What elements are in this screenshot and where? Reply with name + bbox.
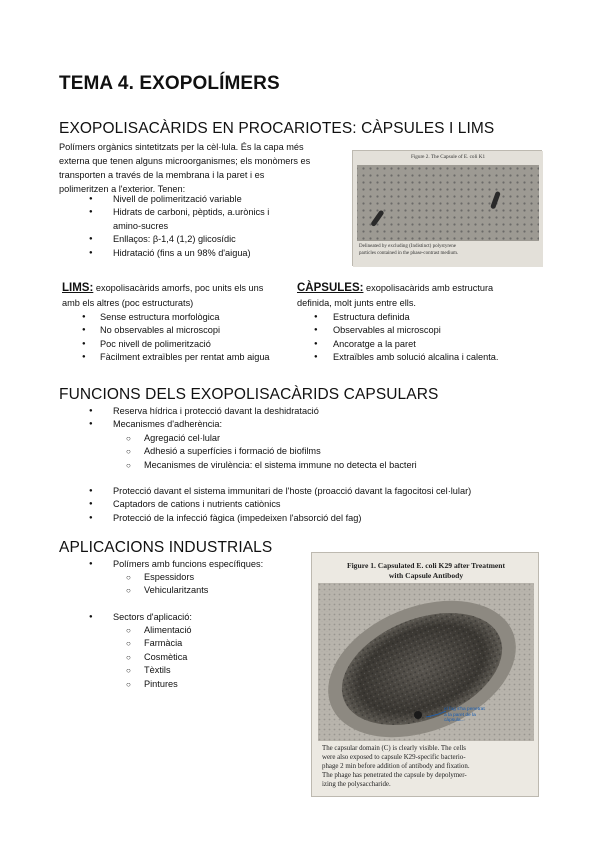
list-item: ○ Alimentació (59, 624, 309, 637)
aplicacions-sublist-2 (59, 624, 309, 691)
figure-caption-top: Figure 2. The Capsule of E. coli K1 (410, 154, 486, 160)
list-item: ● Polímers amb funcions específiques: (59, 558, 309, 571)
handwritten-annotation: el fag s'ha penetrat a la paret de la càpsula... (444, 707, 485, 724)
aplicacions-list-2 (59, 611, 309, 624)
page-title: TEMA 4. EXOPOLÍMERS (59, 73, 280, 94)
list-item: ○ Espessidors (59, 571, 309, 584)
aplicacions-list-1 (59, 558, 309, 571)
figure-ecoli-k29 (311, 552, 539, 797)
funcions-list-a (59, 405, 539, 432)
list-item: ● Poc nivell de polimerització (62, 338, 302, 351)
section-heading-funcions: FUNCIONS DELS EXOPOLISACÀRIDS CAPSULARS (59, 386, 439, 403)
list-item: ● Enllaços: β-1,4 (1,2) glicosídic (59, 233, 349, 246)
list-item-continuation: amino-sucres (113, 220, 169, 231)
list-item: ○ Tèxtils (59, 664, 309, 677)
list-item: ● Sectors d'aplicació: (59, 611, 309, 624)
list-item: ○ Farmàcia (59, 637, 309, 650)
aplicacions-sublist-1 (59, 571, 309, 598)
list-item: ● Extraïbles amb solució alcalina i calenta. (297, 351, 547, 364)
list-item: ○ Mecanismes de virulència: el sistema immune no detecta el bacteri (59, 459, 539, 472)
section-heading-aplicacions: APLICACIONS INDUSTRIALS (59, 539, 273, 556)
properties-list (59, 193, 349, 260)
list-item: ○ Adhesió a superfícies i formació de biofilms (59, 445, 539, 458)
list-item: ● Captadors de cations i nutrients catiònics (59, 498, 549, 511)
lims-definition: LIMS: exopolisacàrids amorfs, poc units els uns amb els altres (poc estructurats) (62, 282, 264, 308)
list-item: ● No observables al microscopi (62, 324, 302, 337)
list-item: ● Nivell de polimerització variable (59, 193, 349, 206)
list-item: ● Reserva hídrica i protecció davant la deshidratació (59, 405, 539, 418)
list-item: ● Observables al microscopi (297, 324, 547, 337)
figure-caption-bottom: The capsular domain (C) is clearly visible. The cells were also exposed to capsule K29-specific bacterio- phage 2 min before addition of antibody and fixation. The phage has penetrated the capsule by depolymer- izing the polysaccharide. (322, 745, 470, 788)
list-item: ● Sense estructura morfològica (62, 311, 302, 324)
lims-list (62, 311, 302, 365)
list-item: ● Hidratació (fins a un 98% d'aigua) (59, 247, 349, 260)
adherencia-sublist (59, 432, 539, 472)
intro-paragraph: Polímers orgànics sintetitzats per la cèl·lula. És la capa més externa que tenen alguns microorganismes; els monòmers es transporten a través de la membrana i la paret i es polimeritzen a l'exterior. Tenen: (59, 142, 311, 194)
figure-caption-top: Figure 1. Capsulated E. coli K29 after Treatment with Capsule Antibody (346, 561, 506, 580)
capsules-label: CÀPSULES: (297, 282, 364, 294)
list-item: ● Protecció de la infecció fàgica (impedeixen l'absorció del fag) (59, 512, 549, 525)
list-item: ● Protecció davant el sistema immunitari de l'hoste (proacció davant la fagocitosi cel·lular) (59, 485, 549, 498)
list-item: ● Mecanismes d'adherència: (59, 418, 539, 431)
figure-caption-bottom: Delineated by excluding (Indistinct) polystyrene particles contained in the phase-contrast medium. (359, 244, 459, 256)
list-item: ● Hidrats de carboni, pèptids, a.urònics i (59, 206, 349, 219)
list-item: ● Fàcilment extraïbles per rentat amb aigua (62, 351, 302, 364)
funcions-list-b (59, 485, 549, 525)
capsules-list (297, 311, 547, 365)
list-item: ● Ancoratge a la paret (297, 338, 547, 351)
list-item: ● Estructura definida (297, 311, 547, 324)
figure-ecoli-k1 (352, 150, 542, 266)
list-item: ○ Agregació cel·lular (59, 432, 539, 445)
section-heading-exopolisacarids: EXOPOLISACÀRIDS EN PROCARIOTES: CÀPSULES I LIMS (59, 120, 495, 137)
capsules-definition: CÀPSULES: exopolisacàrids amb estructura definida, molt junts entre ells. (297, 282, 494, 308)
lims-label: LIMS: (62, 282, 94, 294)
list-item: ○ Pintures (59, 678, 309, 691)
list-item: ○ Cosmètica (59, 651, 309, 664)
list-item: ○ Vehicularitzants (59, 584, 309, 597)
